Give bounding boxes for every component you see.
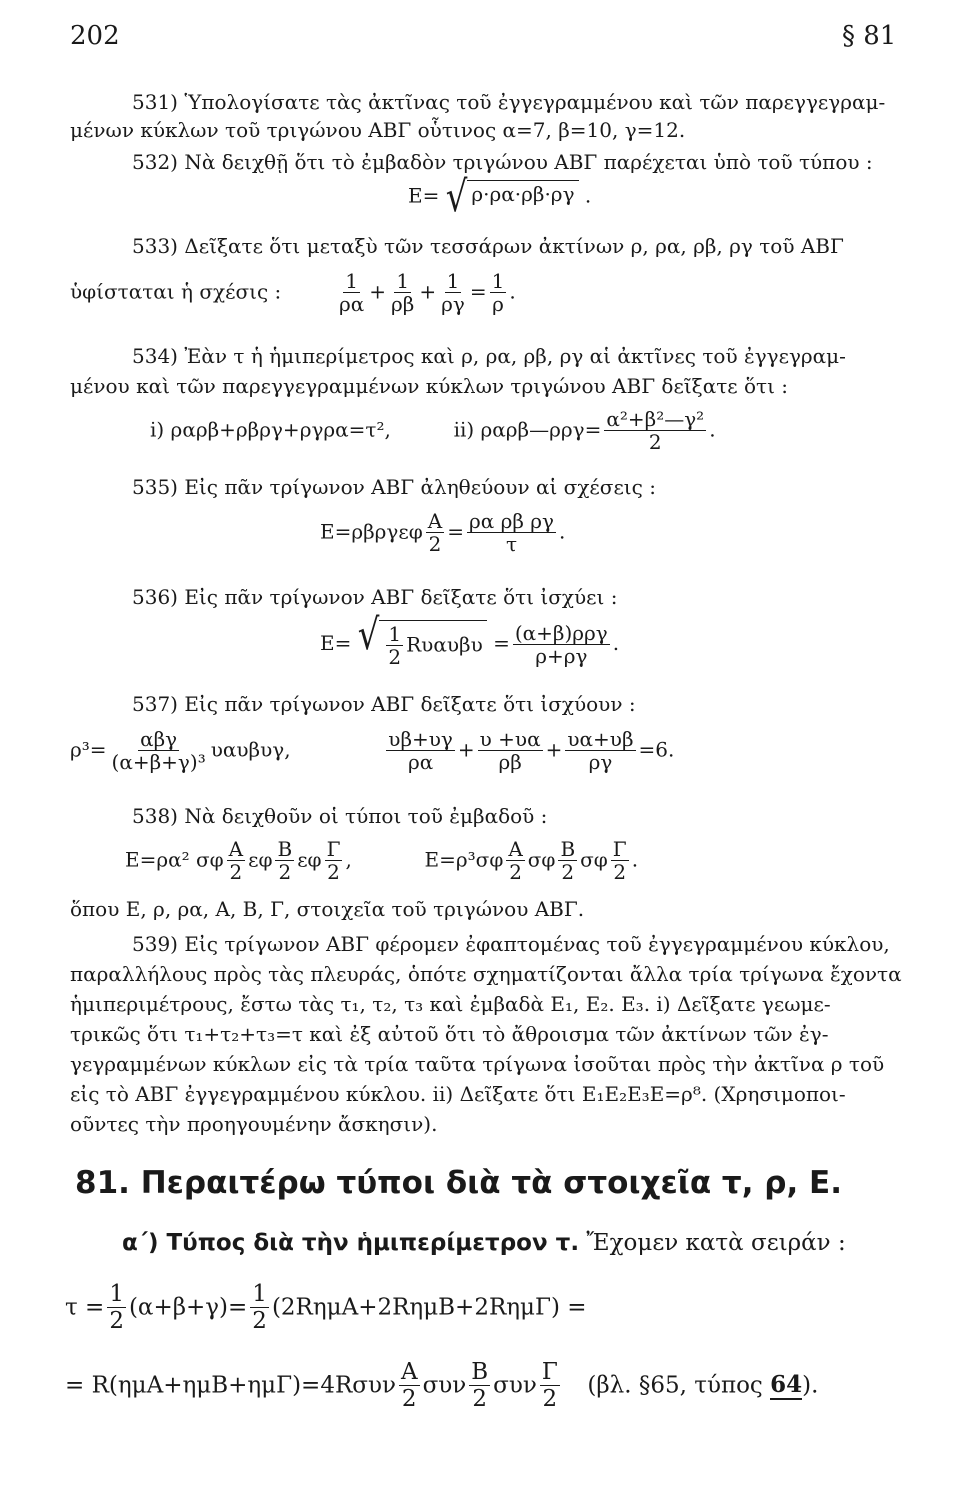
ex537-line1: 537) Εἰς πᾶν τρίγωνον ΑΒΓ δεῖξατε ὅτι ἰσχύουν : [132,692,636,716]
ex532-radicand: ρ·ρα·ρβ·ργ [467,180,578,214]
ex532-line1: 532) Νὰ δειχθῇ ὅτι τὸ ἐμβαδὸν τριγώνου ΑΒΓ παρέχεται ὑπὸ τοῦ τύπου : [132,150,873,174]
ex533-line1: 533) Δεῖξατε ὅτι μεταξὺ τῶν τεσσάρων ἀκτίνων ρ, ρα, ρβ, ργ τοῦ ΑΒΓ [132,234,844,258]
eq-tau-line2: = R(ημA+ημB+ημΓ)=4Rσυν $\frac{A}{2}$ συν $\frac{B}{2}$ συν $\frac{\Gamma}{2}$ (βλ. §65, τύπος 64). [65,1359,819,1413]
ex534-part-ii: ii) ραρβ—ρργ= [453,417,602,442]
ex531-line2: μένων κύκλων τοῦ τριγώνου ΑΒΓ οὗτινος α=7, β=10, γ=12. [70,118,686,142]
ex536-line1: 536) Εἰς πᾶν τρίγωνον ΑΒΓ δεῖξατε ὅτι ἰσχύει : [132,585,618,609]
ex535-formula: E=ρβργεφ $\frac{A}{2}$ = $\frac{\text{ρα ρβ ργ}}{\tau}$ . [320,509,566,556]
ex539-line1: 539) Εἰς τρίγωνον ΑΒΓ φέρομεν ἐφαπτομένας τοῦ ἐγγεγραμμένου κύκλου, [132,932,890,956]
ex534-line2: μένου καὶ τῶν παρεγγεγραμμένων κύκλων τριγώνου ΑΒΓ δεῖξατε ὅτι : [70,374,789,398]
ex539-line5: γεγραμμένων κύκλων εἰς τὰ τρία ταῦτα τρίγωνα ἰσοῦται πρὸς τὴν ἀκτῖνα ρ τοῦ [70,1052,885,1076]
frac-1-rho: $\frac{1}{\rho}$ [491,269,505,316]
ex538-where: ὅπου E, ρ, ρα, A, B, Γ, στοιχεῖα τοῦ τριγώνου ΑΒΓ. [70,897,585,921]
sqrt-symbol: √ $\frac{1}{2}$ Rυαυβυ [358,620,487,669]
sqrt-symbol: √ ρ·ρα·ρβ·ργ [446,180,579,214]
ex539-line4: τρικῶς ὅτι τ₁+τ₂+τ₃=τ καὶ ἐξ αὐτοῦ ὅτι τὸ ἄθροισμα τῶν ἀκτίνων τῶν ἐγ- [70,1022,829,1046]
ex532-formula [408,172,592,222]
ex538-line1: 538) Νὰ δειχθοῦν οἱ τύποι τοῦ ἐμβαδοῦ : [132,804,548,828]
ex539-line6: εἰς τὸ ΑΒΓ ἐγγεγραμμένου κύκλου. ii) Δεῖξατε ὅτι E₁E₂E₃E=ρ⁸. (Χρησιμοποι- [70,1082,846,1106]
page-number: 202 [70,21,120,51]
ex536-fraction: $\frac{\text{(α+β)ρργ}}{\rho+\rho\gamma}$ [514,620,608,668]
ex534-line1: 534) Ἐὰν τ ἡ ἡμιπερίμετρος καὶ ρ, ρα, ρβ, ργ αἱ ἀκτῖνες τοῦ ἐγγεγραμ- [132,344,846,368]
section-81-subtitle [122,1230,846,1256]
ex534-formulas: i) ραρβ+ρβργ+ργρα=τ², ii) ραρβ—ρργ= $\frac{\text{α²+β²—γ²}}{2}$ . [150,407,716,454]
reference-formula-number: 64 [770,1371,803,1399]
ex531-line1: 531) Ὑπολογίσατε τὰς ἀκτῖνας τοῦ ἐγγεγραμμένου καὶ τῶν παρεγγεγραμ- [132,90,886,114]
frac-1-rho-a: $\frac{1}{\rho\alpha}$ [338,269,365,316]
ex534-fraction: $\frac{\text{α²+β²—γ²}}{2}$ [606,407,705,454]
frac-1-rho-b: $\frac{1}{\rho\beta}$ [391,269,415,316]
subsection-rest: Ἔχομεν κατὰ σειράν : [586,1230,846,1256]
ex538-formulas: E=ρα² σφ $\frac{A}{2}$ εφ $\frac{B}{2}$ εφ $\frac{\Gamma}{2}$ , E=ρ³σφ $\frac{A}{2}$ σφ $\frac{B}{2}$ σφ $\frac{\Gamma}{2}$ . [125,837,639,884]
ex536-lhs: E= [320,631,352,655]
frac-A-2: $\frac{A}{2}$ [427,509,443,556]
frac-rho-prod-tau: $\frac{\text{ρα ρβ ργ}}{\tau}$ [468,509,554,556]
ex536-formula: E= √ $\frac{1}{2}$ Rυαυβυ = $\frac{\text{(α+β)ρργ}}{\rho+\rho\gamma}$ . [320,610,620,669]
ex532-tail: . [584,183,592,208]
ex533-prefix: ὑφίσταται ἡ σχέσις : [70,279,282,304]
ex532-lhs: E= [408,183,440,208]
ex535-lhs: E=ρβργεφ [320,519,423,544]
ex539-line7: οῦντες τὴν προηγουμένην ἄσκησιν). [70,1112,438,1136]
frac-1-rho-g: $\frac{1}{\rho\gamma}$ [441,269,465,316]
ex537-formula: ρ³= $\frac{\text{αβγ}}{\text{(α+β+γ)³}}$ υαυβυγ, $\frac{\upsilon\beta+\upsilon\gamma}{\rho\alpha}$ + $\frac{\upsilon +\upsilon\alpha}{\rho\beta}$ + $\frac{\upsilon\alpha+\upsilon\beta}{\rho\gamma}$ =6. [70,727,675,774]
section-81-title: 81. Περαιτέρω τύποι διὰ τὰ στοιχεῖα τ, ρ, E. [75,1165,842,1201]
eq-tau-line1: τ = $\frac{1}{2}$ (α+β+γ)= $\frac{1}{2}$ (2RημA+2RημB+2RημΓ) = [65,1281,587,1335]
ex533-formula-line: ὑφίσταται ἡ σχέσις : $\frac{1}{\rho\alpha}$ + $\frac{1}{\rho\beta}$ + $\frac{1}{\rho\gamma}$ = $\frac{1}{\rho}$ . [70,269,516,316]
ex538-f2-lhs: E=ρ³σφ [424,847,504,872]
ex535-line1: 535) Εἰς πᾶν τρίγωνον ΑΒΓ ἀληθεύουν αἱ σχέσεις : [132,475,656,499]
ex539-line3: ἡμιπεριμέτρους, ἔστω τὰς τ₁, τ₂, τ₃ καὶ ἐμβαδὰ E₁, E₂. E₃. i) Δεῖξατε γεωμε- [70,992,831,1016]
ex538-f1-lhs: E=ρα² σφ [125,847,224,872]
ex537-lhs: ρ³= [70,737,107,762]
section-marker: § 81 [842,21,897,51]
reference-text: (βλ. §65, τύπος [587,1372,763,1399]
ex534-part-i: i) ραρβ+ρβργ+ργρα=τ², [150,417,391,442]
subsection-label: α΄) Τύπος διὰ τὴν ἡμιπερίμετρον τ. [122,1230,580,1256]
ex539-line2: παραλλήλους πρὸς τὰς πλευράς, ὁπότε σχηματίζονται ἄλλα τρία τρίγωνα ἔχοντα [70,962,902,986]
